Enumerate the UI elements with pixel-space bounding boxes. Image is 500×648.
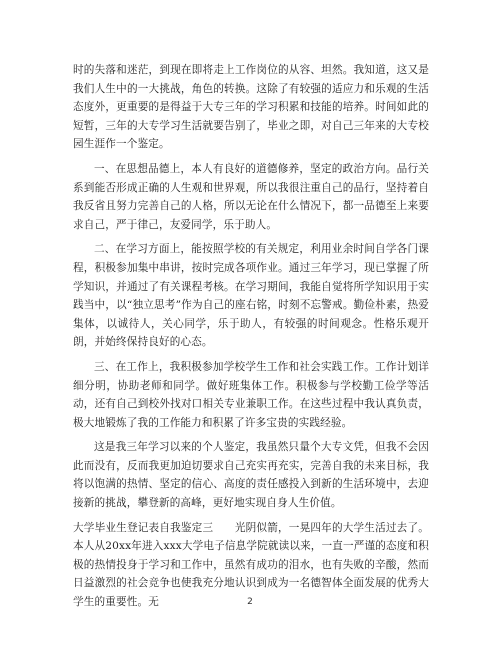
page-number: 2 (247, 597, 253, 607)
paragraph-work: 三、在工作上，我积极参加学校学生工作和社会实践工作。工作计划详细分明，协助老师和同学。做好班集体工作。积极参与学校勤工俭学等活动，还有自己到校外找对口相关专业兼职工作。在这些过程中我认真负责，极大地锻炼了我的工作能力和积累了许多宝贵的实践经验。 (73, 360, 429, 429)
paragraph-summary: 这是我三年学习以来的个人鉴定，我虽然只量个大专文凭，但我不会因此而没有，反而我更加迫切要求自己充实再充实，完善自我的未来目标，我将以饱满的热情、坚定的信心、高度的责任感投入到新的生活环境中，去迎接新的挑战，攀登新的高峰，更好地实现自身人生价值。 (73, 441, 429, 510)
paragraph-intro: 时的失落和迷茫，到现在即将走上工作岗位的从容、坦然。我知道，这又是我们人生中的一大挑战，角色的转换。这除了有较强的适应力和乐观的生活态度外，更重要的是得益于大专三年的学习积累和技能的培养。时间如此的短暂，三年的大专学习生活就要告别了，毕业之即，对自己三年来的大专校园生涯作一个鉴定。 (73, 64, 429, 151)
document-body (73, 61, 429, 618)
paragraph-moral-character: 一、在思想品德上，本人有良好的道德修养，坚定的政治方向。品行关系到能否形成正确的人生观和世界观，所以我很注重自己的品行，坚持着自我反省且努力完善自己的人格，所以无论在什么情况下，都一品德至上来要求自己，严于律己，友爱同学，乐于助人。 (73, 162, 429, 231)
paragraph-study: 二、在学习方面上，能按照学校的有关规定，利用业余时间自学各门课程，积极参加集中串讲，按时完成各项作业。通过三年学习，现已掌握了所学知识，并通过了有关课程考核。在学习期间，我能自觉将所学知识用于实践当中，以“独立思考”作为自己的座右铭，时刻不忘警戒。勤俭朴素，热爱集体，以诚待人，关心同学，乐于助人，有较强的时间观念。性格乐观开朗，并始终保持良好的心态。 (73, 243, 429, 349)
paragraph-section-three: 大学毕业生登记表自我鉴定三 光阴似箭，一晃四年的大学生活过去了。本人从20xx年进入xxx大学电子信息学院就读以来，一直一严谨的态度和积极的热情投身于学习和工作中，虽然有成功的泪水，也有失败的辛酸，然而日益激烈的社会竞争也使我充分地认识到成为一名德智体全面发展的优秀大学生的重要性。无 (73, 521, 429, 609)
